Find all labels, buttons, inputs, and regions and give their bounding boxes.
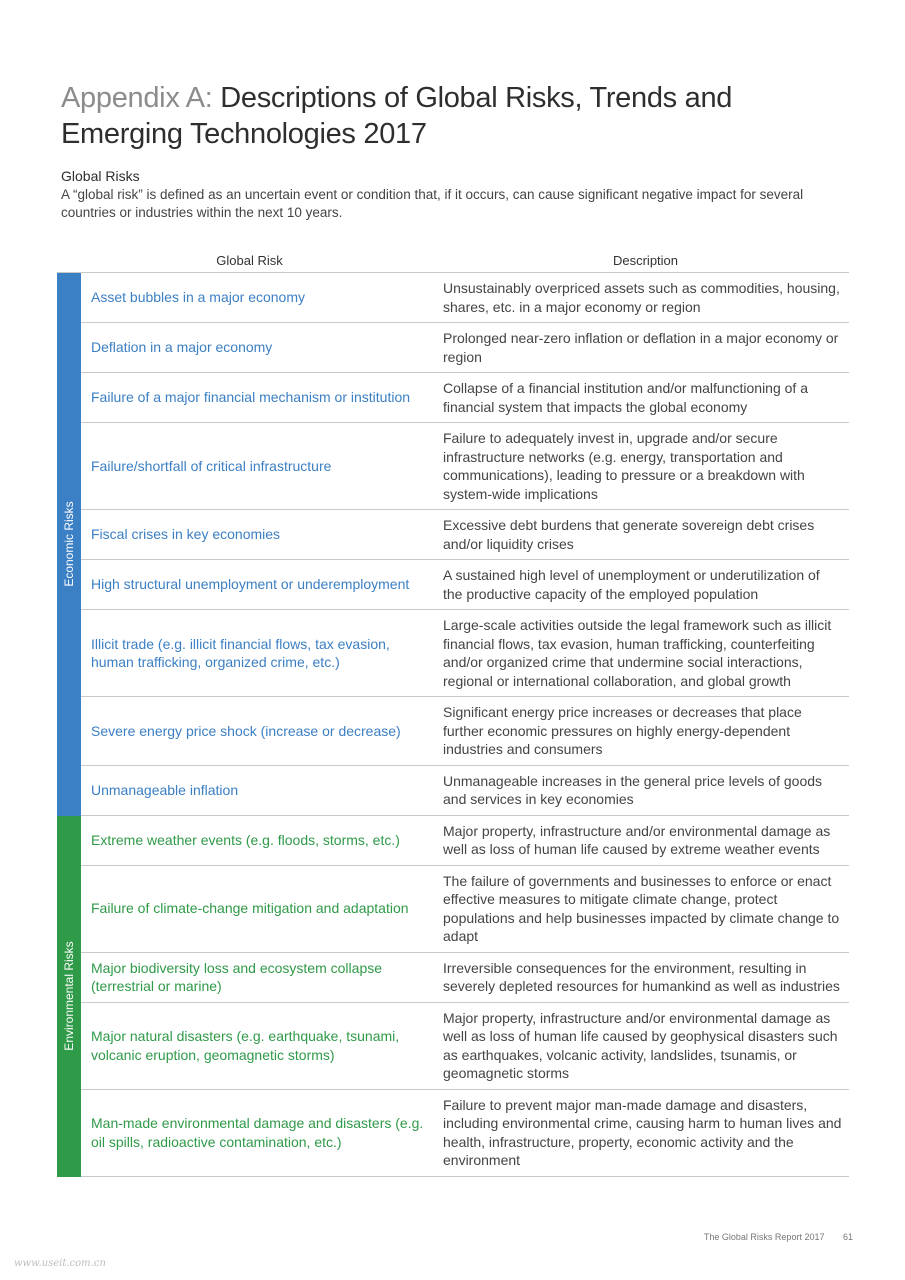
title-prefix: Appendix A: xyxy=(61,82,213,114)
risk-description: Unsustainably overpriced assets such as commodities, housing, shares, etc. in a major economy or region xyxy=(443,280,840,315)
risk-description: Significant energy price increases or decreases that place further economic pressures on highly energy-dependent industries and consumers xyxy=(443,704,802,757)
risk-description: Collapse of a financial institution and/or malfunctioning of a financial system that impacts the global economy xyxy=(443,380,808,415)
risk-name: Unmanageable inflation xyxy=(91,781,239,798)
risk-name: Illicit trade (e.g. illicit financial flows, tax evasion, human trafficking, organized crime, etc.) xyxy=(91,635,390,670)
header-description: Description xyxy=(612,253,679,268)
risk-description: Irreversible consequences for the environment, resulting in severely depleted resources for humankind as well as industries xyxy=(443,959,840,994)
category-bar xyxy=(57,273,81,816)
risk-name: Failure/shortfall of critical infrastructure xyxy=(91,457,332,474)
header-global-risk: Global Risk xyxy=(216,253,283,268)
risk-description: Prolonged near-zero inflation or deflation in a major economy or region xyxy=(443,330,839,365)
risk-name: Major biodiversity loss and ecosystem collapse (terrestrial or marine) xyxy=(91,959,383,994)
table-row xyxy=(81,1003,849,1090)
risk-name: Failure of climate-change mitigation and adaptation xyxy=(91,900,409,917)
risk-description: Failure to prevent major man-made damage and disasters, including environmental crime, causing harm to human lives and health, infrastructure, property, economic activity and the environment xyxy=(443,1096,842,1168)
risk-name: Failure of a major financial mechanism or institution xyxy=(91,389,411,406)
table-row xyxy=(81,560,849,610)
risk-table xyxy=(57,249,849,1177)
table-body xyxy=(57,273,849,1177)
risk-name: Deflation in a major economy xyxy=(91,339,273,356)
section-heading: Global Risks xyxy=(61,168,140,184)
table-row xyxy=(81,423,849,510)
category-label: Economic Risks xyxy=(62,501,76,587)
page-title xyxy=(61,80,861,152)
risk-name: Extreme weather events (e.g. floods, storms, etc.) xyxy=(91,831,400,848)
table-row xyxy=(81,323,849,373)
table-row xyxy=(81,866,849,953)
risk-name: Man-made environmental damage and disasters (e.g. oil spills, radioactive contamination, etc.) xyxy=(91,1115,424,1150)
risk-description: Unmanageable increases in the general price levels of goods and services in key economies xyxy=(443,772,823,807)
risk-name: Severe energy price shock (increase or decrease) xyxy=(91,722,401,739)
risk-description: A sustained high level of unemployment or underutilization of the productive capacity of the employed population xyxy=(443,567,820,602)
page-footer xyxy=(704,1232,853,1242)
category-bar xyxy=(57,816,81,1177)
risk-name: Asset bubbles in a major economy xyxy=(91,289,305,306)
table-row xyxy=(81,610,849,697)
risk-description: Major property, infrastructure and/or environmental damage as well as loss of human life caused by extreme weather events xyxy=(443,822,831,857)
table-row xyxy=(81,766,849,816)
environmental-risks-group xyxy=(57,816,849,1177)
table-row xyxy=(81,373,849,423)
risk-description: Excessive debt burdens that generate sovereign debt crises and/or liquidity crises xyxy=(443,517,815,552)
risk-description: Large-scale activities outside the legal framework such as illicit financial flows, tax evasion, human trafficking, counterfeiting and/or organized crime that undermine social interactions, regional or international collaboration, and global growth xyxy=(443,617,832,689)
risk-description: Failure to adequately invest in, upgrade and/or secure infrastructure networks (e.g. energy, transportation and communications), leading to pressure or a breakdown with system-wide implications xyxy=(443,430,805,502)
economic-risks-group xyxy=(57,273,849,816)
footer-report-title: The Global Risks Report 2017 xyxy=(703,1232,825,1242)
category-label: Environmental Risks xyxy=(62,941,76,1051)
table-row xyxy=(81,697,849,766)
intro-paragraph: A “global risk” is defined as an uncertain event or condition that, if it occurs, can cause significant negative impact for several countries or industries within the next 10 years. xyxy=(61,187,804,220)
table-header xyxy=(57,249,849,273)
title-main: Descriptions of Global Risks, Trends and Emerging Technologies 2017 xyxy=(61,82,733,150)
table-row xyxy=(81,816,849,866)
risk-name: Fiscal crises in key economies xyxy=(91,526,281,543)
table-row xyxy=(81,1090,849,1177)
risk-description: The failure of governments and businesses to enforce or enact effective measures to mitigate climate change, protect populations and help businesses impacted by climate change to adapt xyxy=(443,872,840,944)
table-row xyxy=(81,510,849,560)
table-row xyxy=(81,953,849,1003)
watermark: www.useit.com.cn xyxy=(14,1258,106,1269)
page-number: 61 xyxy=(842,1232,853,1242)
table-row xyxy=(81,273,849,323)
risk-description: Major property, infrastructure and/or environmental damage as well as loss of human life caused by geophysical disasters such as earthquakes, volcanic activity, landslides, tsunamis, or geomagnetic storms xyxy=(443,1009,838,1081)
risk-name: High structural unemployment or underemployment xyxy=(91,576,410,593)
risk-name: Major natural disasters (e.g. earthquake, tsunami, volcanic eruption, geomagnetic storms) xyxy=(91,1028,400,1063)
